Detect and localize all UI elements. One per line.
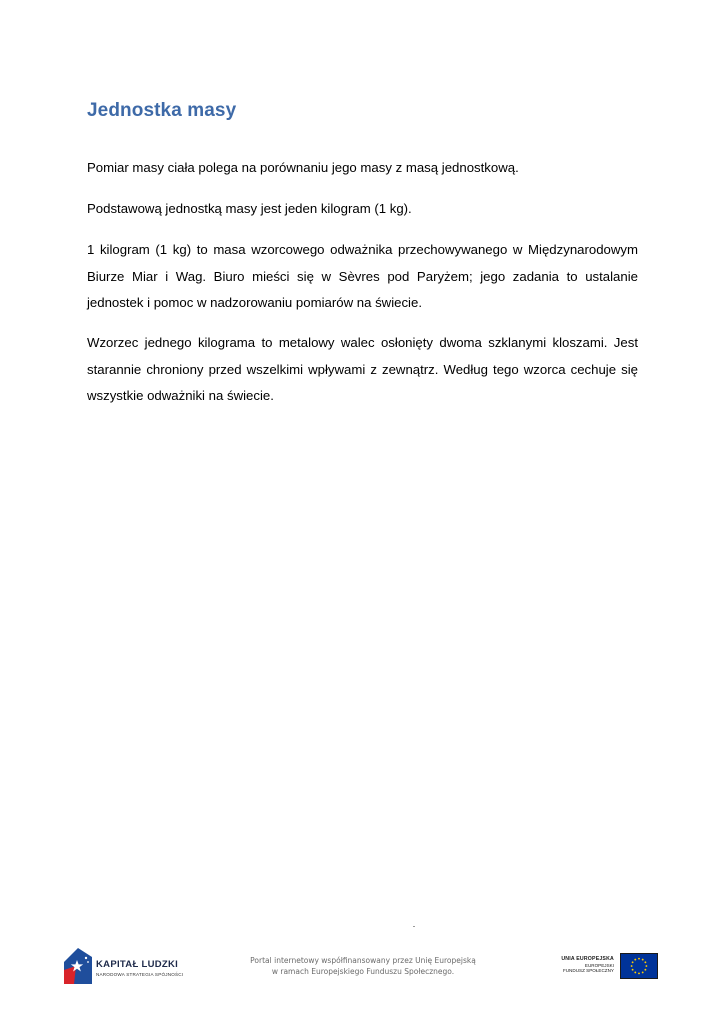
eu-star: [634, 971, 636, 973]
kapital-ludzki-title: KAPITAŁ LUDZKI: [96, 959, 179, 970]
eu-flag-icon: [620, 953, 658, 979]
paragraph-1: Pomiar masy ciała polega na porównaniu jego masy z masą jednostkową.: [87, 160, 519, 175]
paragraph-2: Podstawową jednostką masy jest jeden kilogram (1 kg).: [87, 201, 412, 216]
eu-star: [642, 959, 644, 961]
eu-star: [638, 972, 640, 974]
eu-star: [644, 961, 646, 963]
eu-star: [634, 959, 636, 961]
kapital-ludzki-subtitle: NARODOWA STRATEGIA SPÓJNOŚCI: [96, 972, 184, 977]
eu-star: [638, 958, 640, 960]
eu-star: [644, 969, 646, 971]
paragraph-3: 1 kilogram (1 kg) to masa wzorcowego odważnika przechowywanego w Międzynarodowym Biurze Miar i Wag. Biuro mieści się w Sèvres pod Paryżem; jego zadania to ustalanie jednostek i pomoc w nadzorowaniu pomiarów na świecie.: [87, 242, 638, 310]
paragraph-4: Wzorzec jednego kilograma to metalowy walec osłonięty dwoma szklanymi kloszami. Jest starannie chroniony przed wszelkimi wpływami z zewnątrz. Według tego wzorca cechuje się wszystkie odważniki na świecie.: [87, 335, 638, 403]
eu-label-line-1: UNIA EUROPEJSKA: [561, 956, 614, 962]
footer: [0, 940, 725, 1000]
kapital-ludzki-wordmark: [96, 959, 183, 977]
funding-notice-line-2: w ramach Europejskiego Funduszu Społecznego.: [271, 967, 455, 976]
page-mark: [413, 926, 415, 927]
funding-notice: [228, 955, 498, 977]
eu-label-line-3: FUNDUSZ SPOŁECZNY: [562, 968, 614, 973]
eu-star: [631, 965, 633, 967]
eu-star: [642, 971, 644, 973]
kapital-ludzki-logo: [64, 948, 92, 984]
funding-notice-line-1: Portal internetowy współfinansowany przez Unię Europejską: [250, 956, 476, 965]
eu-star: [632, 961, 634, 963]
page-title: Jednostka masy: [87, 100, 237, 121]
eu-label: [548, 956, 614, 973]
eu-label-line-2: EUROPEJSKI: [584, 963, 614, 968]
eu-star: [632, 969, 634, 971]
eu-star: [645, 965, 647, 967]
